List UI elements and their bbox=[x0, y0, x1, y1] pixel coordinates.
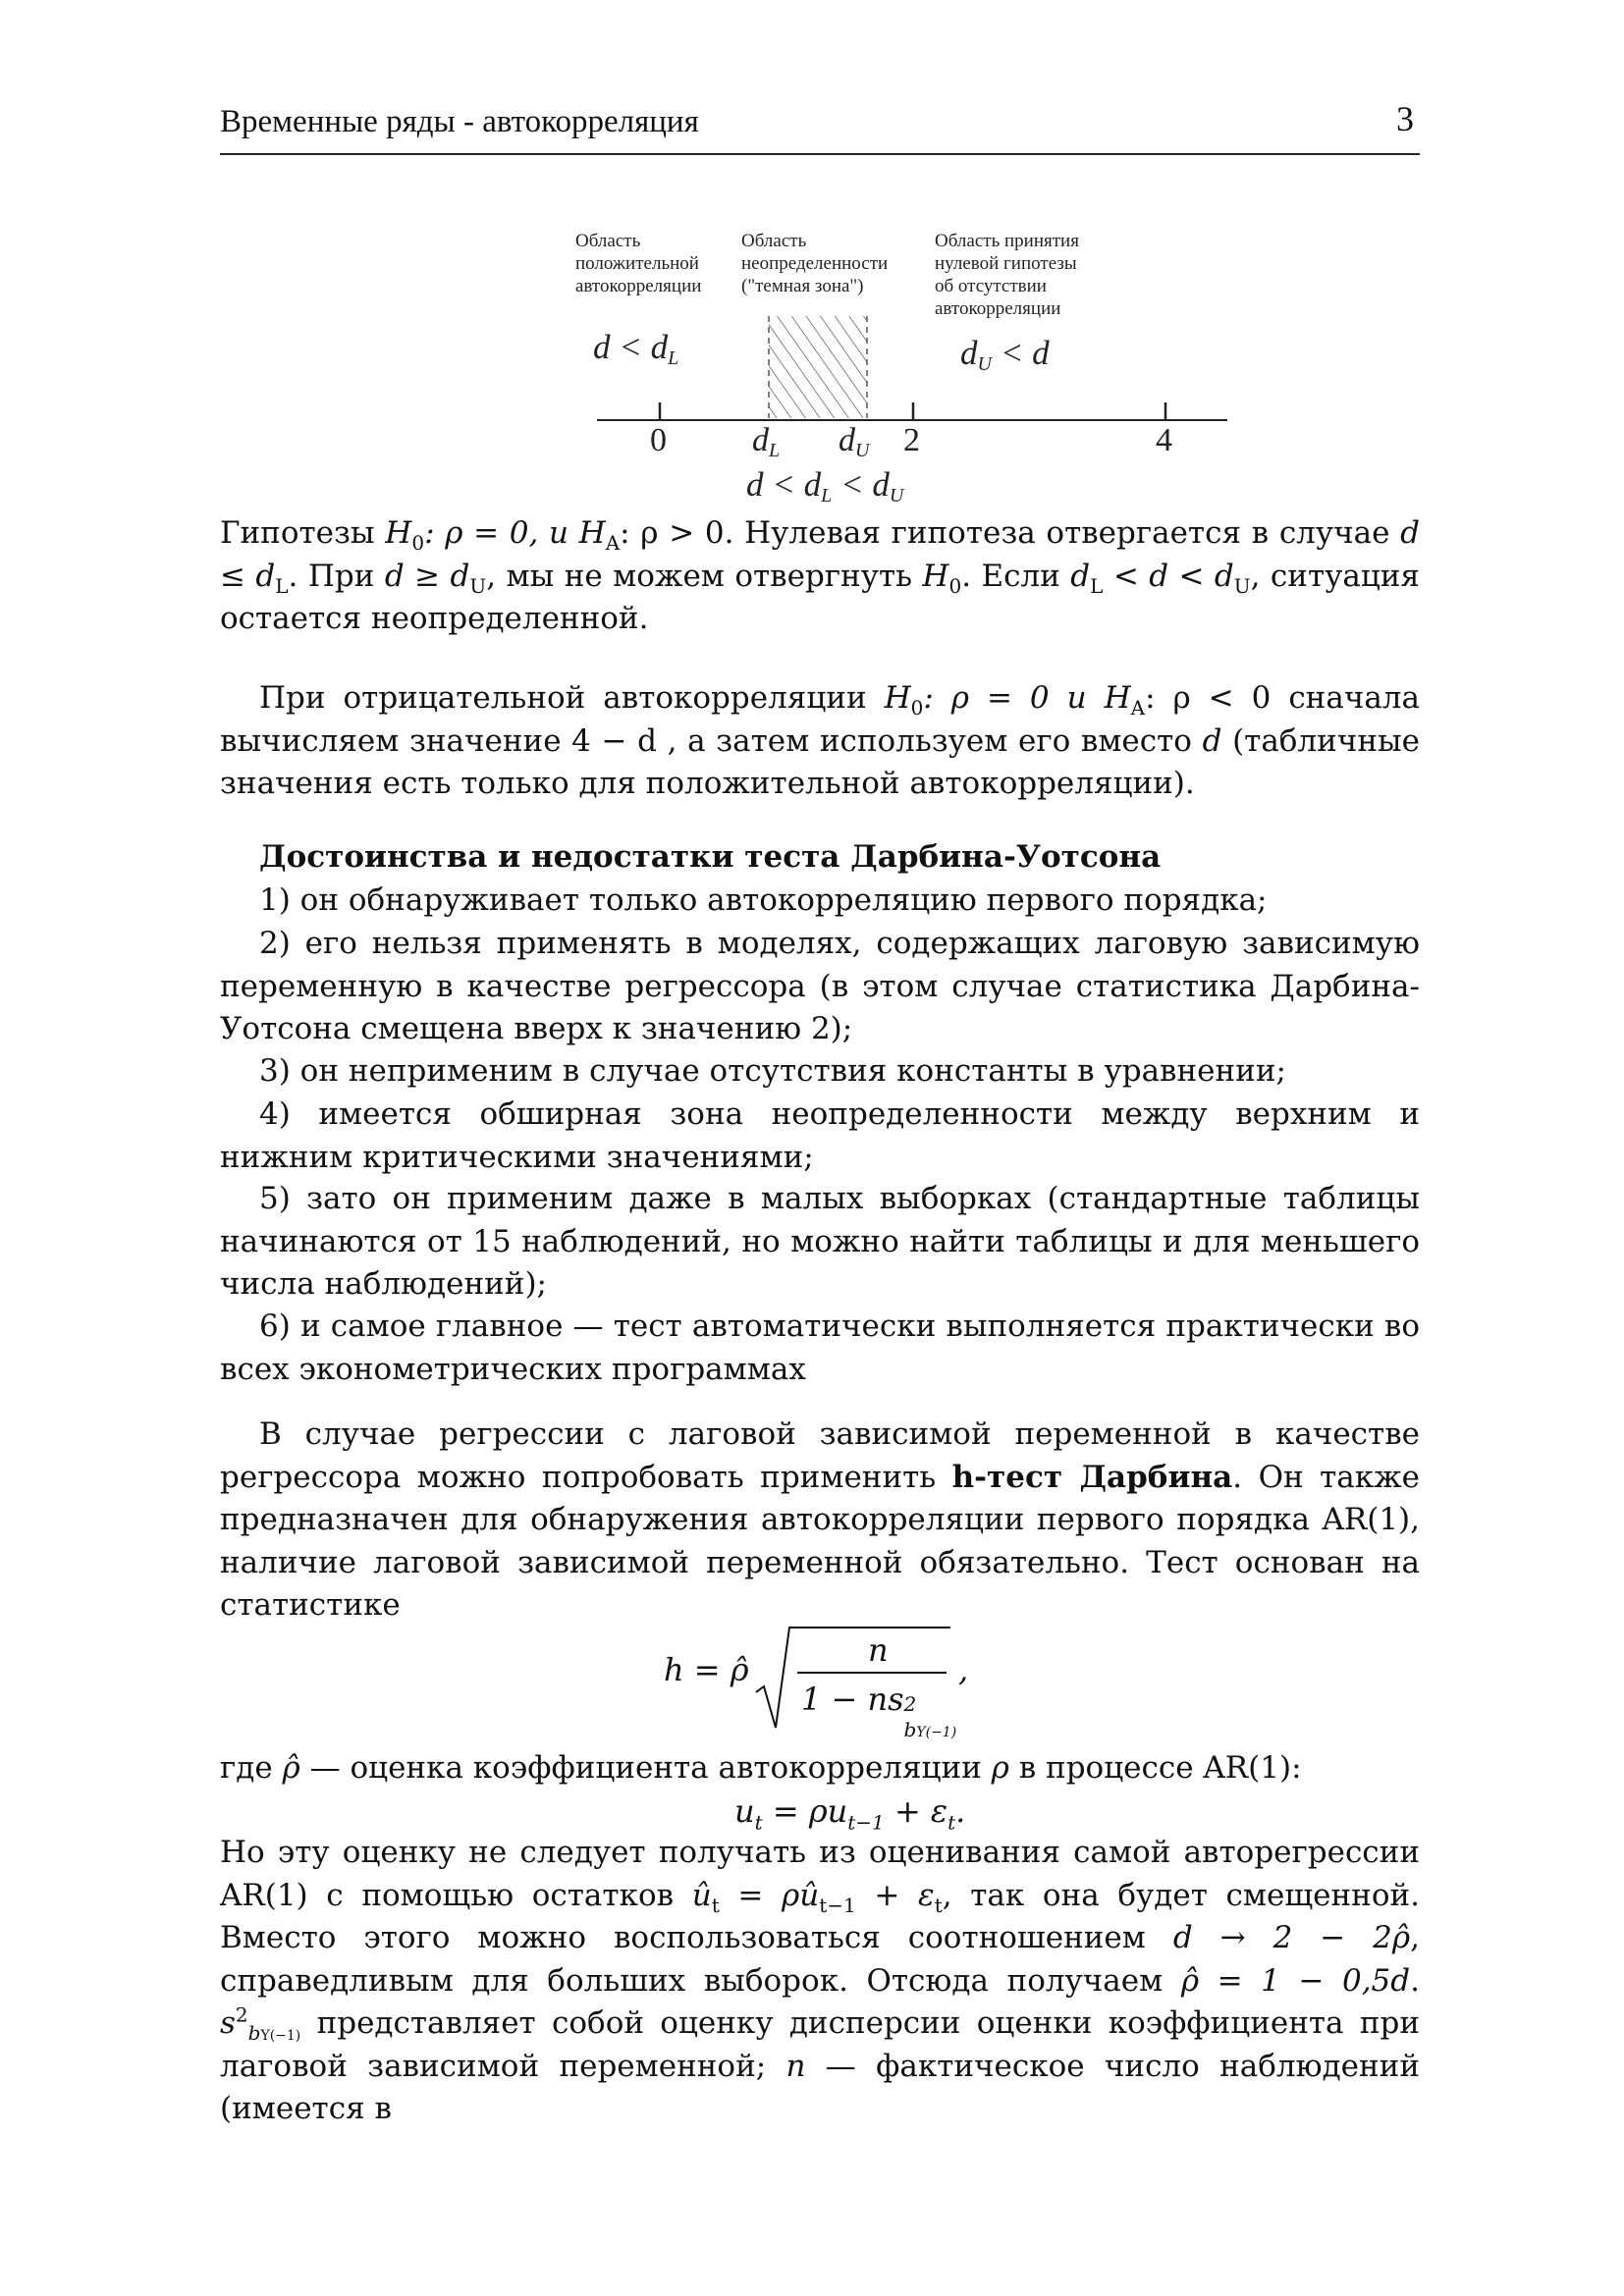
inequality-uncertainty: $d < d_L < d_U$ bbox=[746, 465, 904, 507]
list-item: 1) он обнаруживает только автокорреляцию первого порядка; bbox=[259, 882, 1268, 918]
uncertainty-hatch bbox=[769, 316, 867, 418]
inequality-d-less-dl: $d < d_L$ bbox=[593, 328, 679, 369]
list-item: 3) он неприменим в случае отсутствия константы в уравнении; bbox=[259, 1053, 1286, 1089]
page-number: 3 bbox=[1396, 99, 1414, 138]
tick-label-4: 4 bbox=[1156, 422, 1172, 458]
paragraph-estimation-note: Но эту оценку не следует получать из оценивания самой авторегрессии AR(1) с помощью остатков $û_t$ = $\rho û_{t-1} + \varepsilon_t$, так она будет смещенной. Вместо этого можно воспользоваться соотношением d → 2 − 2ρ̂, справедливым для больших выборок. Отсюда получаем ρ̂ = 1 − 0,5d. $s^2_{bY(-1)}$ представляет собой оценку дисперсии оценки коэффициента при лаговой зависимой переменной; n — фактическое число наблюдений (имеется в bbox=[220, 1835, 1421, 2126]
paragraph-rho-estimate: где ρ̂ — оценка коэффициента автокорреляции ρ в процессе AR(1): bbox=[220, 1750, 1302, 1786]
list-item: 5) зато он применим даже в малых выборках (стандартные таблицы начинаются от 15 наблюдений, но можно найти таблицы и для меньшего числа наблюдений); bbox=[220, 1181, 1420, 1302]
caption-accept-null: Область принятия нулевой гипотезы об отсутствии автокорреляции bbox=[935, 231, 1079, 319]
inequality-du-less-d: $d_U < d$ bbox=[960, 334, 1050, 375]
list-item: 6) и самое главное — тест автоматически выполняется практически во всех эконометрических программах bbox=[220, 1308, 1420, 1387]
section-heading: Достоинства и недостатки теста Дарбина-Уотсона bbox=[259, 839, 1162, 875]
paragraph-hypotheses: Гипотезы $H_0$: ρ = 0, и $H_A$: ρ > 0. Нулевая гипотеза отвергается в случае $d \le d_L$. При $d \ge d_U$, мы не можем отвергнуть $H_0$. Если $d_L < d < d_U$, ситуация остается неопределенной. bbox=[220, 515, 1420, 636]
running-title: Временные ряды - автокорреляция bbox=[220, 104, 699, 139]
tick-label-dl: $d_L$ bbox=[752, 422, 781, 461]
durbin-watson-zones-figure bbox=[550, 218, 1257, 522]
tick-label-du: $d_U$ bbox=[839, 422, 870, 461]
caption-uncertainty-zone: Область неопределенности ("темная зона") bbox=[741, 231, 889, 296]
page-header bbox=[220, 98, 1420, 155]
list-item: 2) его нельзя применять в моделях, содержащих лаговую зависимую переменную в качестве регрессора (в этом случае статистика Дарбина-Уотсона смещена вверх к значению 2); bbox=[220, 926, 1420, 1046]
formula-h-statistic: h = ρ̂ n 1 − ns 2 bY(−1) , bbox=[664, 1622, 988, 1730]
tick-label-0: 0 bbox=[650, 422, 667, 458]
tick-label-2: 2 bbox=[903, 422, 920, 458]
caption-positive-autocorrelation: Область положительной автокорреляции bbox=[575, 231, 702, 296]
paragraph-durbin-h-test: В случае регрессии с лаговой зависимой переменной в качестве регрессора можно попробовать применить h-тест Дарбина. Он также предназначен для обнаружения автокорреляции первого порядка AR(1), наличие лаговой зависимой переменной обязательно. Тест основан на статистике bbox=[220, 1416, 1420, 1623]
list-item: 4) имеется обширная зона неопределенности между верхним и нижним критическими значениями; bbox=[220, 1096, 1420, 1175]
paragraph-negative-autocorrelation: При отрицательной автокорреляции $H_0$: ρ = 0 и $H_A$: ρ < 0 сначала вычисляем значение 4 − d , а затем используем его вместо d (табличные значения есть только для положительной автокорреляции). bbox=[220, 680, 1421, 801]
formula-ar1: $u_t = \rho u_{t-1} + \varepsilon_t$. bbox=[734, 1792, 966, 1835]
